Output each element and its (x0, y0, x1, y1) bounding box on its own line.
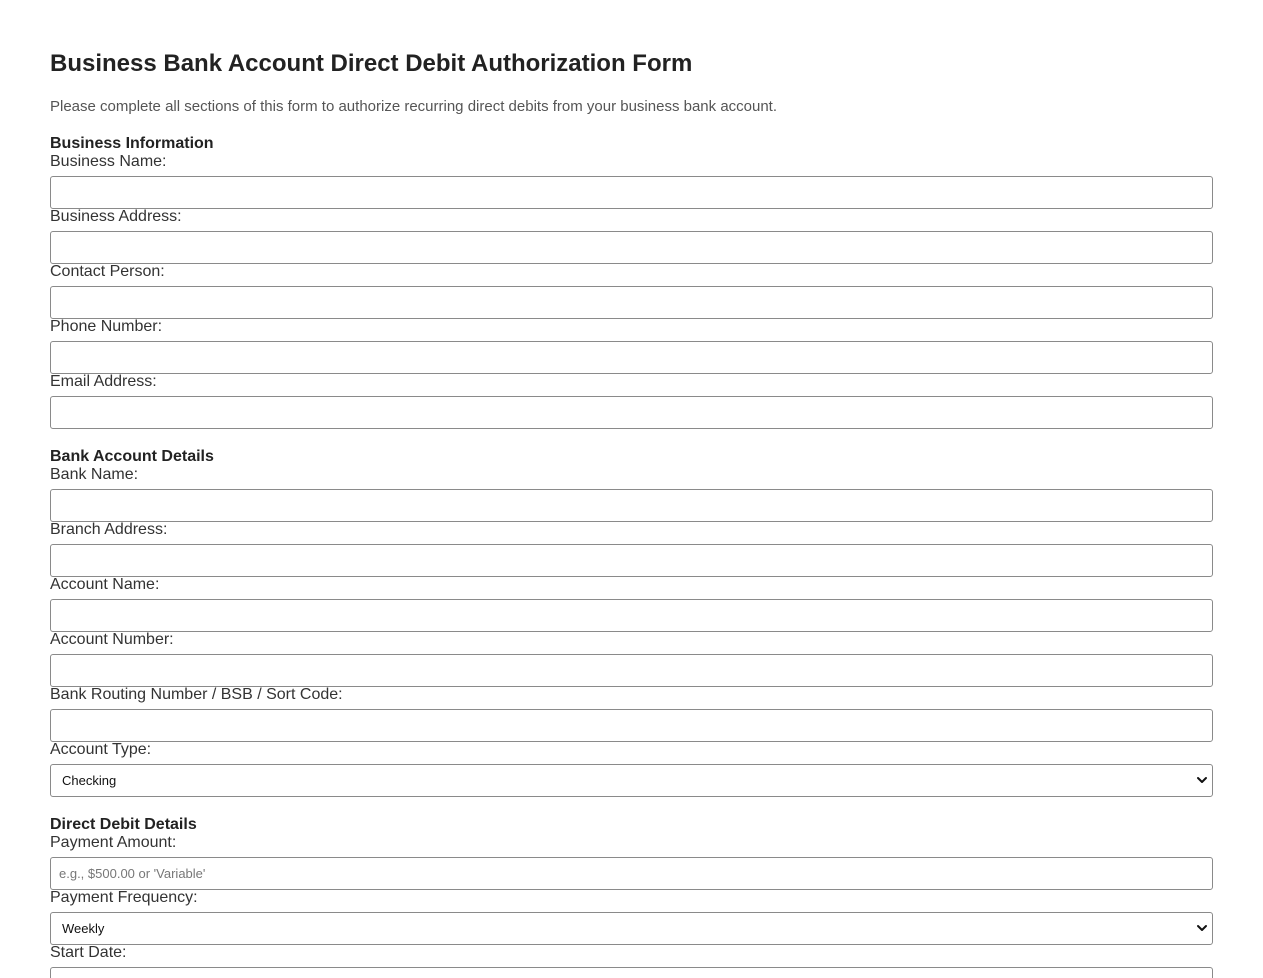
payment-frequency-select[interactable] (50, 912, 1213, 945)
chevron-down-icon (1196, 922, 1208, 934)
account-type-label: Account Type: (50, 741, 152, 758)
section-bank-account-details: Bank Account Details (50, 448, 214, 465)
business-address-label: Business Address: (50, 208, 182, 225)
email-address-input[interactable] (50, 396, 1213, 429)
payment-frequency-label: Payment Frequency: (50, 889, 198, 906)
account-name-input[interactable] (50, 599, 1213, 632)
payment-amount-placeholder: e.g., $500.00 or 'Variable' (59, 866, 206, 881)
phone-number-input[interactable] (50, 341, 1213, 374)
contact-person-label: Contact Person: (50, 263, 165, 280)
payment-amount-input[interactable] (50, 857, 1213, 890)
phone-number-label: Phone Number: (50, 318, 163, 335)
start-date-input[interactable] (50, 967, 1213, 978)
branch-address-label: Branch Address: (50, 521, 168, 538)
routing-number-label: Bank Routing Number / BSB / Sort Code: (50, 686, 343, 703)
account-type-select[interactable] (50, 764, 1213, 797)
start-date-label: Start Date: (50, 944, 127, 961)
section-business-information: Business Information (50, 135, 214, 152)
business-name-input[interactable] (50, 176, 1213, 209)
account-number-label: Account Number: (50, 631, 174, 648)
email-address-label: Email Address: (50, 373, 157, 390)
business-name-label: Business Name: (50, 153, 167, 170)
chevron-down-icon (1196, 774, 1208, 786)
routing-number-input[interactable] (50, 709, 1213, 742)
account-name-label: Account Name: (50, 576, 160, 593)
page-title: Business Bank Account Direct Debit Authorization Form (50, 50, 693, 77)
payment-amount-label: Payment Amount: (50, 834, 177, 851)
account-number-input[interactable] (50, 654, 1213, 687)
section-direct-debit-details: Direct Debit Details (50, 816, 197, 833)
form-intro: Please complete all sections of this form to authorize recurring direct debits from your business bank account. (50, 98, 778, 115)
business-address-input[interactable] (50, 231, 1213, 264)
account-type-selected: Checking (62, 773, 117, 788)
contact-person-input[interactable] (50, 286, 1213, 319)
payment-frequency-selected: Weekly (62, 921, 105, 936)
bank-name-label: Bank Name: (50, 466, 139, 483)
bank-name-input[interactable] (50, 489, 1213, 522)
branch-address-input[interactable] (50, 544, 1213, 577)
